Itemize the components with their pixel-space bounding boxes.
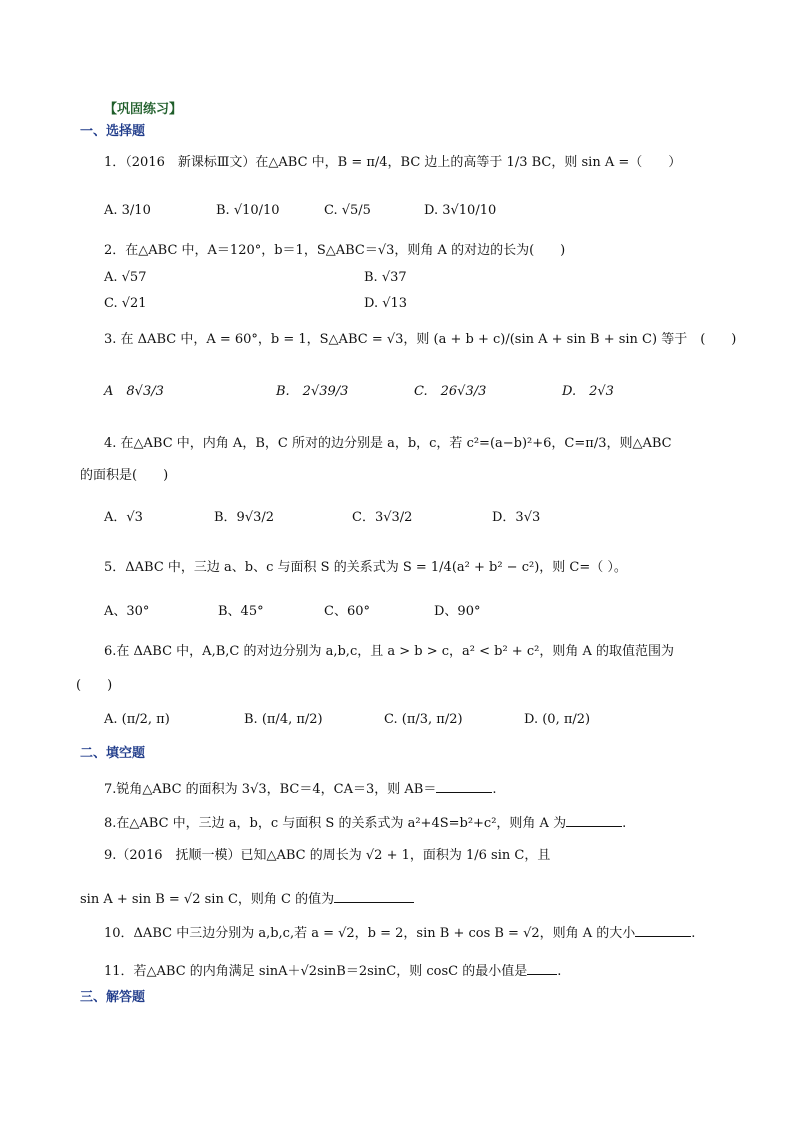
question-9-text-line2: sin A + sin B = √2 sin C，则角 C 的值为 (80, 892, 335, 907)
question-1-option-d: D. 3√10/10 (424, 203, 497, 218)
section-choice-heading: 一、选择题 (80, 124, 146, 139)
question-9-stem-line1: 9.（2016 抚顺一模）已知△ABC 的周长为 √2 + 1，面积为 1/6 sin C，且 (104, 848, 551, 863)
question-5-stem: 5．ΔABC 中，三边 a、b、c 与面积 S 的关系式为 S = 1/4(a² + b² − c²)，则 C=（ ）。 (104, 560, 627, 575)
question-1-option-a: A. 3/10 (104, 203, 151, 218)
question-9-line2 (80, 888, 414, 910)
question-5-option-c: C、60° (324, 604, 370, 619)
question-9-blank (334, 888, 414, 903)
question-5-option-d: D、90° (434, 604, 481, 619)
question-11-line: 11．若△ABC 的内角满足 sinA＋√2sinB＝2sinC，则 cosC 的最小值是 . (104, 960, 561, 982)
question-2-option-a: A. √57 (104, 270, 147, 285)
question-6-option-b: B. (π/4, π/2) (244, 712, 323, 727)
question-4-stem-line2: 的面积是( ) (80, 468, 169, 483)
question-3-option-d: D. 2√3 (562, 384, 614, 399)
question-8-blank (566, 812, 622, 827)
question-4-option-c: C．3√3/2 (352, 510, 413, 525)
question-7-text: 7.锐角△ABC 的面积为 3√3，BC＝4，CA＝3，则 AB＝ (104, 782, 437, 797)
question-2-option-d: D. √13 (364, 296, 408, 311)
consolidate-heading: 【巩固练习】 (104, 102, 183, 117)
question-11-blank (527, 960, 557, 975)
question-2-option-c: C. √21 (104, 296, 147, 311)
question-3-option-c: C. 26√3/3 (414, 384, 487, 399)
question-4-option-b: B．9√3/2 (214, 510, 275, 525)
section-answer-heading: 三、解答题 (80, 990, 146, 1005)
question-10-text: 10．ΔABC 中三边分别为 a,b,c,若 a = √2，b = 2，sin B + cos B = √2，则角 A 的大小 (104, 926, 636, 941)
question-6-option-d: D. (0, π/2) (524, 712, 591, 727)
question-4-stem-line1: 4. 在△ABC 中，内角 A，B，C 所对的边分别是 a，b，c，若 c²=(a−b)²+6，C=π/3，则△ABC (104, 436, 672, 451)
section-fill-heading: 二、填空题 (80, 746, 146, 761)
question-8-line: 8.在△ABC 中，三边 a，b，c 与面积 S 的关系式为 a²+4S=b²+c²，则角 A 为 . (104, 812, 626, 834)
question-2-stem: 2．在△ABC 中，A＝120°，b＝1，S△ABC＝√3，则角 A 的对边的长为( ) (104, 243, 566, 258)
question-7-line: 7.锐角△ABC 的面积为 3√3，BC＝4，CA＝3，则 AB＝ . (104, 778, 496, 800)
question-3-stem: 3. 在 ΔABC 中，A = 60°，b = 1，S△ABC = √3，则 (a + b + c)/(sin A + sin B + sin C) 等于 ( ) (104, 332, 737, 347)
question-3-option-b: B. 2√39/3 (276, 384, 349, 399)
question-8-text: 8.在△ABC 中，三边 a，b，c 与面积 S 的关系式为 a²+4S=b²+c²，则角 A 为 (104, 816, 567, 831)
question-10-line: 10．ΔABC 中三边分别为 a,b,c,若 a = √2，b = 2，sin B + cos B = √2，则角 A 的大小 . (104, 922, 695, 944)
question-6-stem-line1: 6.在 ΔABC 中，A,B,C 的对边分别为 a,b,c，且 a > b > c，a² < b² + c²，则角 A 的取值范围为 (104, 644, 674, 659)
question-1-option-c: C. √5/5 (324, 203, 371, 218)
question-7-blank (436, 778, 492, 793)
question-1-stem: 1．（2016 新课标Ⅲ文）在△ABC 中，B = π/4，BC 边上的高等于 1/3 BC，则 sin A =（ ） (104, 155, 682, 170)
question-5-option-b: B、45° (218, 604, 264, 619)
question-10-blank (635, 922, 691, 937)
question-3-option-a: A 8√3/3 (104, 384, 164, 399)
question-1-option-b: B. √10/10 (216, 203, 280, 218)
question-4-option-d: D．3√3 (492, 510, 541, 525)
question-11-text: 11．若△ABC 的内角满足 sinA＋√2sinB＝2sinC，则 cosC 的最小值是 (104, 964, 528, 979)
question-5-option-a: A、30° (104, 604, 150, 619)
question-6-option-c: C. (π/3, π/2) (384, 712, 463, 727)
question-2-option-b: B. √37 (364, 270, 407, 285)
question-6-stem-line2: ( ) (76, 678, 113, 693)
question-4-option-a: A．√3 (104, 510, 143, 525)
question-6-option-a: A. (π/2, π) (104, 712, 170, 727)
